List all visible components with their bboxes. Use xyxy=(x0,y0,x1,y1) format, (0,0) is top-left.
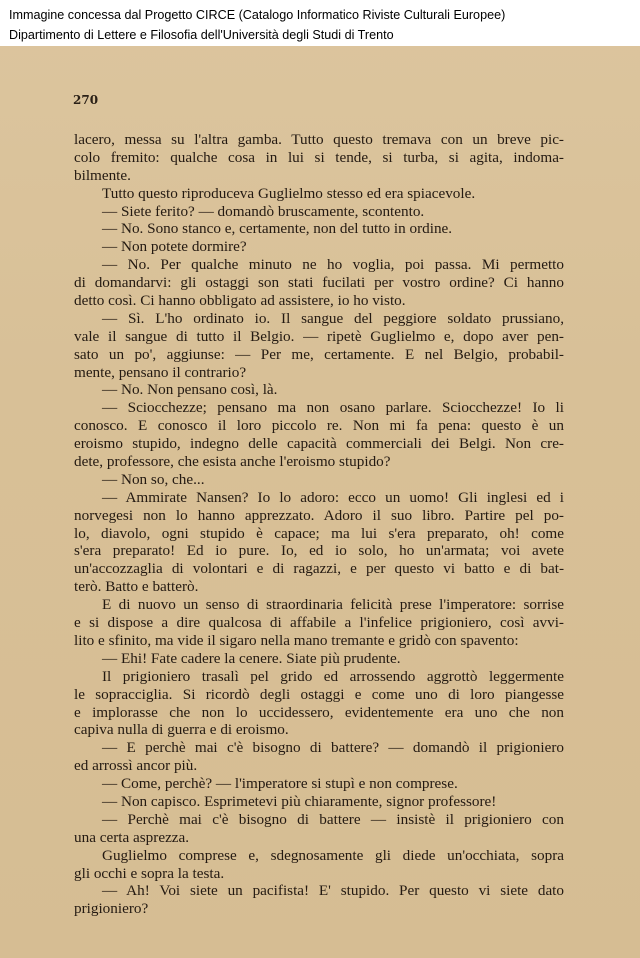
text-line: detto così. Ci hanno obbligato ad assistere, io ho visto. xyxy=(74,292,406,310)
text-line: Il prigioniero trasalì pel grido ed arrossendo aggrottò leggermente xyxy=(102,667,564,685)
text-line: conosco. E conosco il loro piccolo re. Non mi fa pena: questo è un xyxy=(74,417,564,435)
text-line: E di nuovo un senso di straordinaria felicità prese l'imperatore: sorrise xyxy=(102,596,564,614)
text-line: lo, diavolo, ogni stupido è capace; ma lui s'era preparato, oh! come xyxy=(74,524,564,542)
text-line: gli occhi e sopra la testa. xyxy=(74,864,225,882)
text-line: e si dispose a dire qualcosa di affabile a l'infelice prigioniero, così avvi- xyxy=(74,614,564,632)
body-text xyxy=(74,131,564,918)
banner-line-2: Dipartimento di Lettere e Filosofia dell'Università degli Studi di Trento xyxy=(9,28,394,42)
banner-line-1: Immagine concessa dal Progetto CIRCE (Catalogo Informatico Riviste Culturali Europee) xyxy=(9,8,506,22)
text-line: — Siete ferito? — domandò bruscamente, scontento. xyxy=(102,202,425,220)
text-line: — Ah! Voi siete un pacifista! E' stupido. Per questo vi siete dato xyxy=(102,882,564,900)
text-line: Guglielmo comprese e, sdegnosamente gli diede un'occhiata, sopra xyxy=(102,846,564,864)
text-line: norvegesi non lo hanno apprezzato. Adoro il suo libro. Partire pel po- xyxy=(74,506,564,524)
page-number: 270 xyxy=(73,93,99,107)
text-line: — No. Non pensano così, là. xyxy=(102,381,278,399)
text-line: prigioniero? xyxy=(74,900,149,918)
text-line: — Non potete dormire? xyxy=(102,238,247,256)
text-line: colo fremito: qualche cosa in lui si tende, si turba, si agita, indoma- xyxy=(74,148,564,166)
text-line: — Sì. L'ho ordinato io. Il sangue del peggiore soldato prussiano, xyxy=(102,309,564,327)
text-line: — Non capisco. Esprimetevi più chiaramente, signor professore! xyxy=(102,792,497,810)
text-line: s'era preparato! Ed io pure. Io, ed io solo, ho un'armata; voi avete xyxy=(74,542,564,560)
text-line: terò. Batto e batterò. xyxy=(74,578,199,596)
text-line: di domandarvi: gli ostaggi son stati fucilati per vostro ordine? Ci hanno xyxy=(74,274,564,292)
text-line: lito e sfinito, ma vide il sigaro nella mano tremante e gridò con spavento: xyxy=(74,631,519,649)
source-banner xyxy=(0,0,640,46)
text-line: — No. Per qualche minuto ne ho voglia, poi passa. Mi permetto xyxy=(102,256,564,274)
text-line: bilmente. xyxy=(74,166,131,184)
text-line: capiva nulla di guerra e di eroismo. xyxy=(74,721,289,739)
text-line: una certa asprezza. xyxy=(74,828,190,846)
text-line: Tutto questo riproduceva Guglielmo stesso ed era spiacevole. xyxy=(102,184,476,202)
text-line: un'accozzaglia di volontari e di ragazzi, e per questo vi batto e di bat- xyxy=(74,560,564,578)
text-line: vale il sangue di tutto il Belgio. — ripetè Guglielmo e, dopo aver pen- xyxy=(74,327,564,345)
text-line: — Sciocchezze; pensano ma non osano parlare. Sciocchezze! Io li xyxy=(102,399,564,417)
text-line: — Come, perchè? — l'imperatore si stupì e non comprese. xyxy=(102,775,458,793)
text-line: mente, pensano il contrario? xyxy=(74,363,247,381)
text-line: — Perchè mai c'è bisogno di battere — insistè il prigioniero con xyxy=(102,810,564,828)
text-line: — Ammirate Nansen? Io lo adoro: ecco un uomo! Gli inglesi ed i xyxy=(102,488,564,506)
text-line: eroismo stupido, indegno delle capacità commerciali dei Belgi. Non cre- xyxy=(74,435,564,453)
text-line: dete, professore, che esista anche l'eroismo stupido? xyxy=(74,453,391,471)
text-line: — Non so, che... xyxy=(102,470,205,488)
text-line: lacero, messa su l'altra gamba. Tutto questo tremava con un breve pic- xyxy=(74,131,564,148)
text-line: ed arrossì ancor più. xyxy=(74,757,198,775)
text-line: — E perchè mai c'è bisogno di battere? — domandò il prigioniero xyxy=(102,739,564,757)
text-line: e implorasse che non lo uccidessero, evidentemente era uno che non xyxy=(74,703,564,721)
text-line: le sopracciglia. Si ricordò degli ostaggi e come uno di loro piangesse xyxy=(74,685,564,703)
text-line: — Ehi! Fate cadere la cenere. Siate più prudente. xyxy=(102,649,401,667)
text-line: sato un po', aggiunse: — Per me, certamente. E nel Belgio, probabil- xyxy=(74,345,564,363)
text-line: — No. Sono stanco e, certamente, non del tutto in ordine. xyxy=(102,220,453,238)
